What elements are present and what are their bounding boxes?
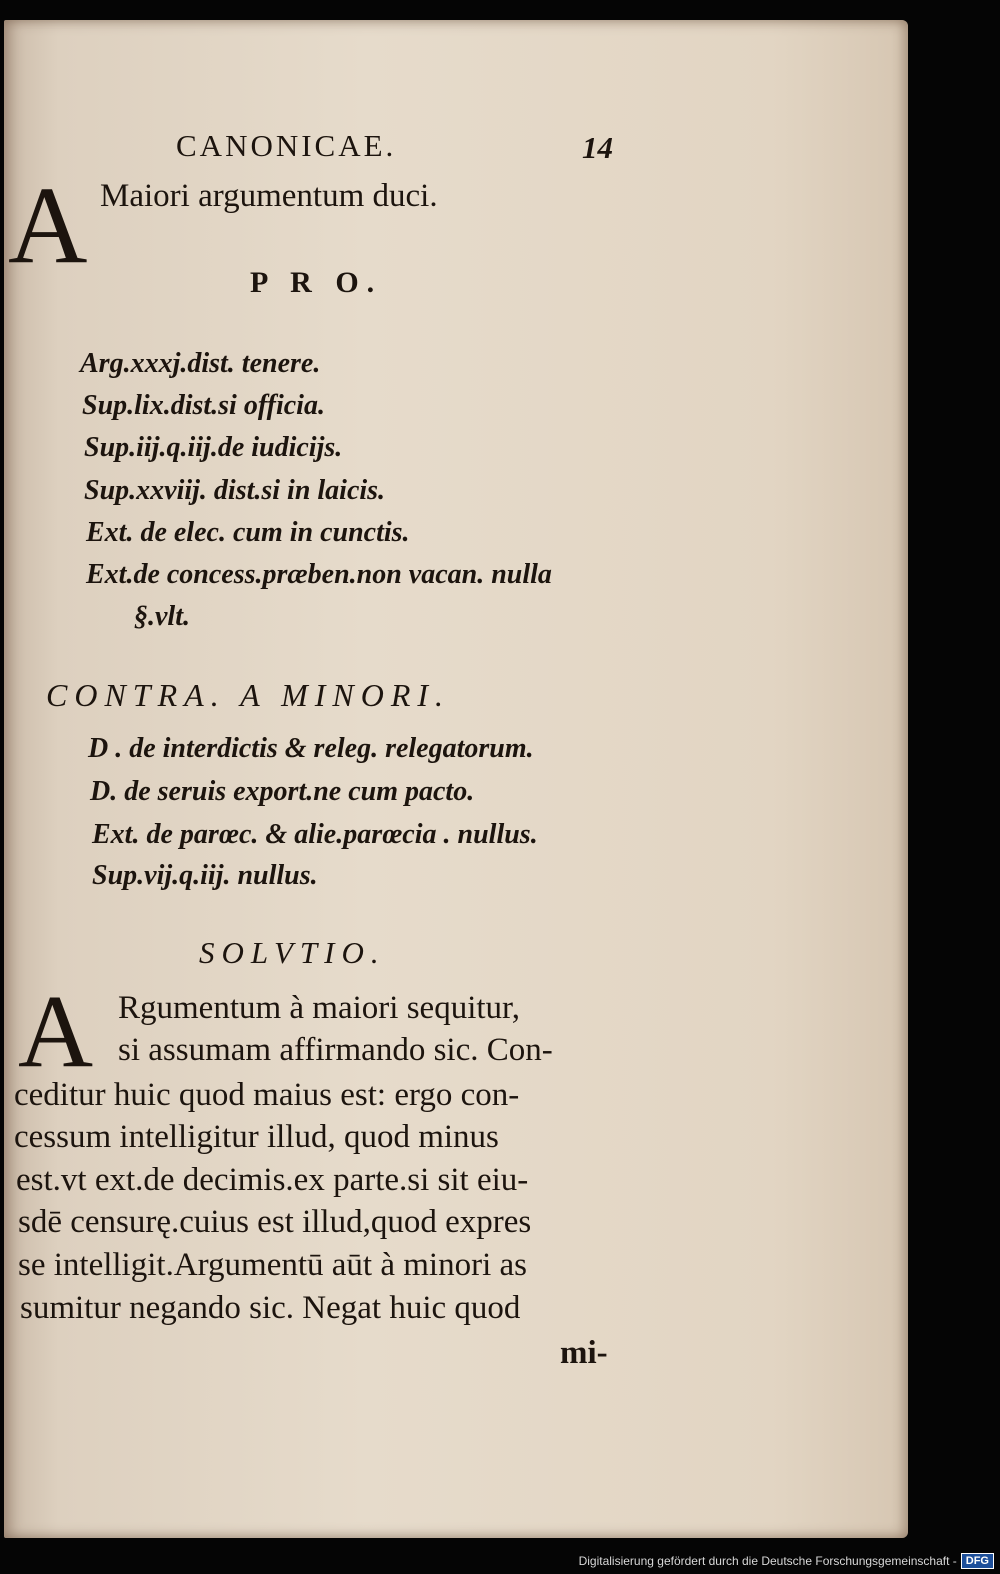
dfg-logo: DFG [961,1553,994,1569]
pro-heading: P R O. [250,266,383,299]
pro-citation: Arg.xxxj.dist. tenere. [80,348,321,379]
pro-citation: Sup.lix.dist.si officia. [82,390,325,421]
solutio-line: sumitur negando sic. Negat huic quod [20,1290,521,1326]
solutio-line: est.vt ext.de decimis.ex parte.si sit eiu- [16,1162,529,1198]
solutio-line: se intelligit.Argumentū aūt à minori as [18,1247,527,1283]
digitization-credit [579,1550,994,1572]
solutio-drop-cap: A [18,974,94,1089]
intro-text: Maiori argumentum duci. [100,178,438,214]
running-head: CANONICAE. [176,128,397,163]
contra-citation: D. de seruis export.ne cum pacto. [90,776,475,807]
credit-text: Digitalisierung gefördert durch die Deutsche Forschungsgemeinschaft - [578,1554,957,1568]
solutio-line: cessum intelligitur illud, quod minus [14,1119,499,1155]
contra-citation: D . de interdictis & releg. relegatorum. [88,733,534,764]
contra-citation: Sup.vij.q.iij. nullus. [92,860,318,891]
solutio-line: sdē censurę.cuius est illud,quod expres [18,1204,532,1240]
pro-citation: Sup.xxviij. dist.si in laicis. [84,475,386,506]
pro-citation: Ext.de concess.præben.non vacan. nulla [86,559,552,590]
page-number: 14 [582,130,613,165]
book-page [4,20,908,1538]
pro-citation: Sup.iij.q.iij.de iudicijs. [84,432,343,463]
solutio-heading: SOLVTIO. [199,935,386,970]
solutio-line: ceditur huic quod maius est: ergo con- [14,1077,520,1113]
contra-citation: Ext. de parœc. & alie.parœcia . nullus. [92,819,538,850]
intro-drop-cap: A [8,164,88,286]
solutio-line: Rgumentum à maiori sequitur, [118,990,520,1026]
catchword: mi- [560,1335,608,1371]
pro-citation: §.vlt. [134,601,190,632]
pro-citation: Ext. de elec. cum in cunctis. [86,517,410,548]
solutio-line: si assumam affirmando sic. Con- [118,1032,553,1068]
contra-heading: CONTRA. A MINORI. [46,677,451,713]
